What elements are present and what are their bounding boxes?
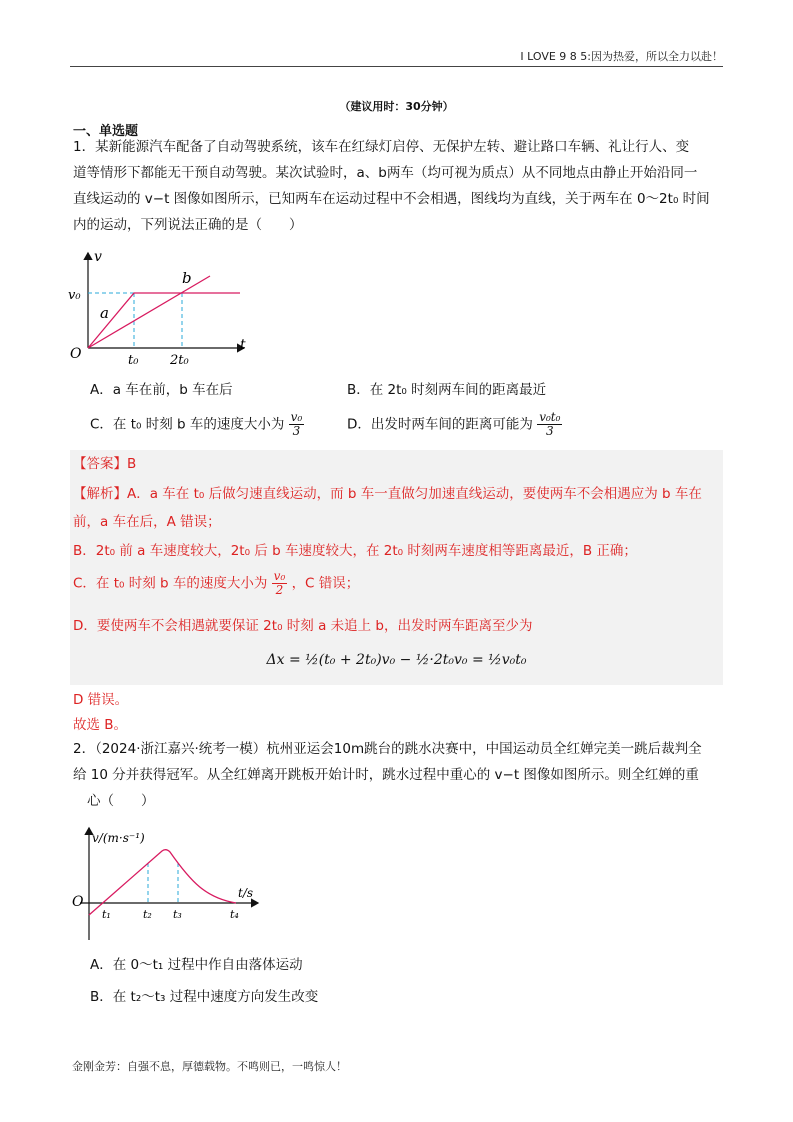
q1-line: 道等情形下都能无干预自动驾驶。某次试验时，a、b两车（均可视为质点）从不同地点由静止开始沿同一 <box>73 165 698 181</box>
t4-label: t₄ <box>230 908 239 921</box>
answer-label: 【答案】B <box>73 456 137 472</box>
q2-line: 给 10 分并获得冠军。从全红婵离开跳板开始计时，跳水过程中重心的 v−t 图像如图所示。则全红婵的重 <box>73 767 699 783</box>
fraction <box>289 411 305 438</box>
denominator: 3 <box>292 424 301 438</box>
axis-t-label: t/s <box>238 886 254 900</box>
q2-option-a: A．在 0～t₁ 过程中作自由落体运动 <box>90 957 303 973</box>
q2-vt-graph <box>66 822 266 942</box>
q1-vt-graph <box>64 245 254 370</box>
explanation-line: 前，a 车在后，A 错误； <box>73 514 221 530</box>
q1-option-c <box>90 411 304 438</box>
t0-label: t₀ <box>128 353 139 368</box>
d-wrong: D 错误。 <box>73 692 129 708</box>
numerator: v₀t₀ <box>539 410 561 424</box>
explanation-text: C．在 t₀ 时刻 b 车的速度大小为 <box>73 575 268 592</box>
origin-label: O <box>70 346 82 362</box>
numerator: v₀ <box>290 410 303 424</box>
axis-v-label: v/(m·s⁻¹) <box>92 831 145 845</box>
q2-option-b: B．在 t₂～t₃ 过程中速度方向发生改变 <box>90 989 319 1005</box>
t3-label: t₃ <box>173 908 182 921</box>
q1-line: 直线运动的 v−t 图像如图所示，已知两车在运动过程中不会相遇，图线均为直线，关于两车在 0～2t₀ 时间 <box>73 191 710 207</box>
t1-label: t₁ <box>102 908 111 921</box>
q1-line: 1．某新能源汽车配备了自动驾驶系统，该车在红绿灯启停、无保护左转、避让路口车辆、礼让行人、变 <box>73 139 690 155</box>
origin-label: O <box>72 894 84 910</box>
b-label: b <box>182 269 192 287</box>
axis-v-label: v <box>94 249 102 265</box>
section-title: 一、单选题 <box>73 124 139 139</box>
q1-option-b: B．在 2t₀ 时刻两车间的距离最近 <box>347 382 547 398</box>
q1-line: 内的运动，下列说法正确的是（ ） <box>73 217 303 233</box>
question-2 <box>73 736 725 814</box>
q2-line: 心（ ） <box>87 793 155 809</box>
axis-t-label: t <box>240 337 246 353</box>
2t0-label: 2t₀ <box>170 353 189 368</box>
explanation-text: ，C 错误； <box>291 575 360 592</box>
velocity-curve <box>89 850 236 915</box>
question-1 <box>73 134 725 238</box>
numerator: v₀ <box>273 569 286 583</box>
denominator: 2 <box>275 583 284 597</box>
option-d-text: D．出发时两车间的距离可能为 <box>347 416 533 433</box>
q2-line: 2．（2024·浙江嘉兴·统考一模）杭州亚运会10m跳台的跳水决赛中，中国运动员全红婵完美一跳后裁判全 <box>73 741 702 757</box>
fraction <box>272 570 288 597</box>
fraction <box>537 411 562 438</box>
line-a <box>88 293 240 348</box>
explanation-line: B．2t₀ 前 a 车速度较大，2t₀ 后 b 车速度较大，在 2t₀ 时刻两车速度相等距离最近，B 正确； <box>73 543 637 559</box>
q1-option-d <box>347 411 562 438</box>
header-divider <box>70 66 723 67</box>
option-c-text: C．在 t₀ 时刻 b 车的速度大小为 <box>90 416 285 433</box>
a-label: a <box>100 304 109 322</box>
v0-label: v₀ <box>68 288 81 303</box>
explanation-line: D．要使两车不会相遇就要保证 2t₀ 时刻 a 未追上 b，出发时两车距离至少为 <box>73 618 533 634</box>
denominator: 3 <box>546 424 554 438</box>
q1-option-a: A．a 车在前，b 车在后 <box>90 382 233 398</box>
footer-motto: 金刚金芳：自强不息，厚德载物。不鸣则已，一鸣惊人！ <box>72 1060 347 1073</box>
explanation-line-c <box>73 570 359 597</box>
explanation-line: 【解析】A．a 车在 t₀ 后做匀速直线运动，而 b 车一直做匀加速直线运动，要使两车不会相遇应为 b 车在 <box>73 486 702 502</box>
header-slogan: I LOVE 9 8 5:因为热爱，所以全力以赴！ <box>520 50 723 63</box>
suggested-time: （建议用时：30分钟） <box>339 100 454 113</box>
choose-answer: 故选 B。 <box>73 717 128 733</box>
t2-label: t₂ <box>143 908 152 921</box>
delta-x-formula: Δx = ½(t₀ + 2t₀)v₀ − ½·2t₀v₀ = ½v₀t₀ <box>266 652 527 668</box>
